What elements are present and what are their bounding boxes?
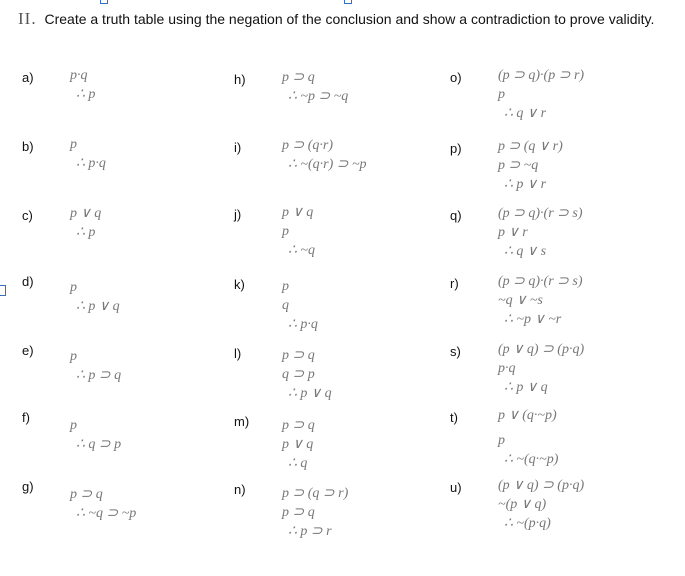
premise-line: p [282, 224, 289, 239]
problem-label: k) [234, 277, 245, 292]
conclusion-line: ∴ p ∨ r [504, 177, 547, 192]
premise-line: p ∨ (q·~p) [498, 408, 557, 423]
premise-line: p ∨ q [282, 437, 314, 452]
section-number: II. [18, 9, 37, 28]
conclusion-line: ∴ ~(p·q) [504, 516, 551, 531]
premise-line: p ⊃ q [282, 348, 315, 363]
conclusion-line: ∴ q [288, 456, 308, 471]
problem-label: i) [234, 140, 242, 155]
problem-label: e) [22, 343, 34, 358]
premise-line: p ∨ q [282, 205, 314, 220]
problem-label: n) [234, 482, 246, 497]
premise-line: p ∨ q [70, 206, 102, 221]
problem-label: u) [450, 480, 462, 495]
problem-label: t) [450, 410, 458, 425]
conclusion-line: ∴ p ∨ q [76, 299, 120, 314]
problem-label: b) [22, 139, 34, 154]
problem-label: c) [22, 208, 33, 223]
premise-line: p·q [70, 68, 88, 83]
conclusion-line: ∴ ~p ⊃ ~q [288, 89, 349, 104]
premise-line: (p ∨ q) ⊃ (p·q) [498, 342, 585, 357]
section-instructions: Create a truth table using the negation of the conclusion and show a contradiction to prove validity. [44, 11, 655, 27]
premise-line: p ⊃ q [282, 505, 315, 520]
page-edge-mark [0, 285, 6, 296]
conclusion-line: ∴ q ∨ r [504, 106, 547, 121]
premise-line: p [498, 433, 505, 448]
conclusion-line: ∴ ~q [288, 243, 315, 258]
premise-line: p ⊃ q [282, 418, 315, 433]
conclusion-line: ∴ p·q [76, 156, 106, 171]
problem-label: h) [234, 72, 246, 87]
premise-line: p [498, 87, 505, 102]
page-corner-mark [344, 0, 352, 4]
premise-line: (p ⊃ q)·(p ⊃ r) [498, 68, 585, 83]
problem-label: s) [450, 344, 461, 359]
problem-label: j) [234, 207, 242, 222]
conclusion-line: ∴ q ⊃ p [76, 437, 122, 452]
conclusion-line: ∴ ~(q·~p) [504, 452, 559, 467]
conclusion-line: ∴ p [76, 225, 96, 240]
premise-line: p ⊃ (q·r) [282, 138, 334, 153]
premise-line: p ⊃ (q ∨ r) [498, 139, 563, 154]
conclusion-line: ∴ p [76, 87, 96, 102]
conclusion-line: ∴ p ⊃ r [288, 524, 332, 539]
problem-label: l) [234, 346, 242, 361]
premise-line: p·q [498, 361, 516, 376]
premise-line: p [70, 137, 77, 152]
premise-line: q [282, 298, 289, 313]
premise-line: p [70, 418, 77, 433]
premise-line: p ⊃ q [70, 487, 103, 502]
premise-line: ~(p ∨ q) [498, 497, 547, 512]
premise-line: ~q ∨ ~s [498, 293, 543, 308]
problem-label: r) [450, 276, 459, 291]
premise-line: p ⊃ ~q [498, 158, 539, 173]
problem-label: d) [22, 274, 34, 289]
conclusion-line: ∴ p ⊃ q [76, 368, 122, 383]
problem-label: p) [450, 141, 462, 156]
premise-line: p ∨ r [498, 225, 528, 240]
premise-line: p ⊃ q [282, 70, 315, 85]
premise-line: p [70, 280, 77, 295]
section-heading [18, 9, 658, 29]
conclusion-line: ∴ ~(q·r) ⊃ ~p [288, 157, 367, 172]
premise-line: p ⊃ (q ⊃ r) [282, 486, 349, 501]
premise-line: p [70, 349, 77, 364]
premise-line: (p ⊃ q)·(r ⊃ s) [498, 206, 583, 221]
premise-line: (p ⊃ q)·(r ⊃ s) [498, 274, 583, 289]
problem-label: f) [22, 410, 30, 425]
conclusion-line: ∴ p ∨ q [288, 386, 332, 401]
problem-label: a) [22, 70, 34, 85]
page-corner-mark [100, 0, 108, 4]
conclusion-line: ∴ q ∨ s [504, 244, 547, 259]
conclusion-line: ∴ p ∨ q [504, 380, 548, 395]
problem-label: g) [22, 479, 34, 494]
premise-line: q ⊃ p [282, 367, 315, 382]
conclusion-line: ∴ p·q [288, 317, 318, 332]
problem-label: o) [450, 70, 462, 85]
problem-label: m) [234, 414, 250, 429]
problem-label: q) [450, 208, 462, 223]
premise-line: (p ∨ q) ⊃ (p·q) [498, 478, 585, 493]
premise-line: p [282, 279, 289, 294]
conclusion-line: ∴ ~q ⊃ ~p [76, 506, 137, 521]
conclusion-line: ∴ ~p ∨ ~r [504, 312, 562, 327]
